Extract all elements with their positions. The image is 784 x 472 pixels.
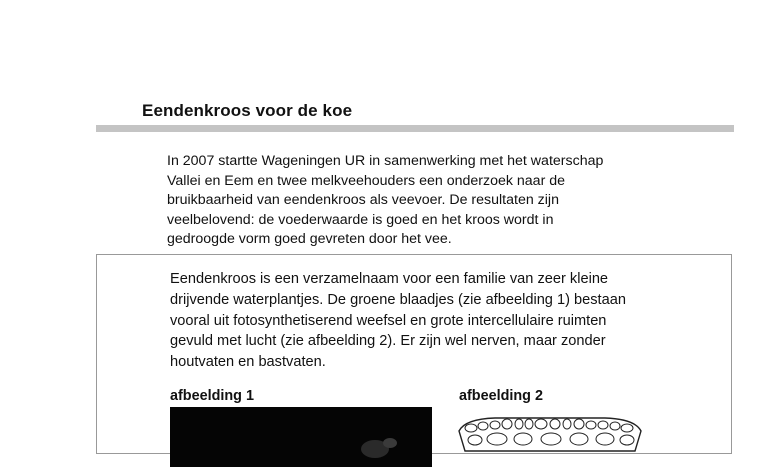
box-line: drijvende waterplantjes. De groene blaadjes (zie afbeelding 1) bestaan — [170, 291, 626, 308]
intro-line: gedroogde vorm goed gevreten door het vee. — [167, 231, 452, 248]
intro-line: veelbelovend: de voederwaarde is goed en het kroos wordt in — [167, 211, 554, 228]
intro-line: In 2007 startte Wageningen UR in samenwerking met het waterschap — [167, 153, 604, 169]
box-line: Eendenkroos is een verzamelnaam voor een familie van zeer kleine — [170, 271, 609, 287]
box-line: gevuld met lucht (zie afbeelding 2). Er zijn wel nerven, maar zonder — [170, 333, 606, 350]
intro-paragraph — [167, 152, 687, 250]
title-rule — [96, 125, 734, 132]
figure-1-label: afbeelding 1 — [170, 388, 254, 404]
leaf-cross-section-graphic — [455, 415, 645, 455]
box-line: houtvaten en bastvaten. — [170, 354, 326, 371]
box-line: vooral uit fotosynthetiserend weefsel en grote intercellulaire ruimten — [170, 312, 607, 329]
figure-2-label: afbeelding 2 — [459, 388, 543, 404]
duckweed-photo — [170, 407, 432, 467]
intro-line: Vallei en Eem en twee melkveehouders een onderzoek naar de — [167, 172, 566, 189]
intro-line: bruikbaarheid van eendenkroos als veevoer. De resultaten zijn — [167, 192, 559, 209]
duckweed-photo-graphic — [170, 407, 432, 467]
info-box-paragraph — [170, 269, 700, 373]
page-title: Eendenkroos voor de koe — [142, 101, 353, 120]
info-box — [96, 254, 732, 454]
leaf-cross-section-drawing — [455, 415, 645, 455]
